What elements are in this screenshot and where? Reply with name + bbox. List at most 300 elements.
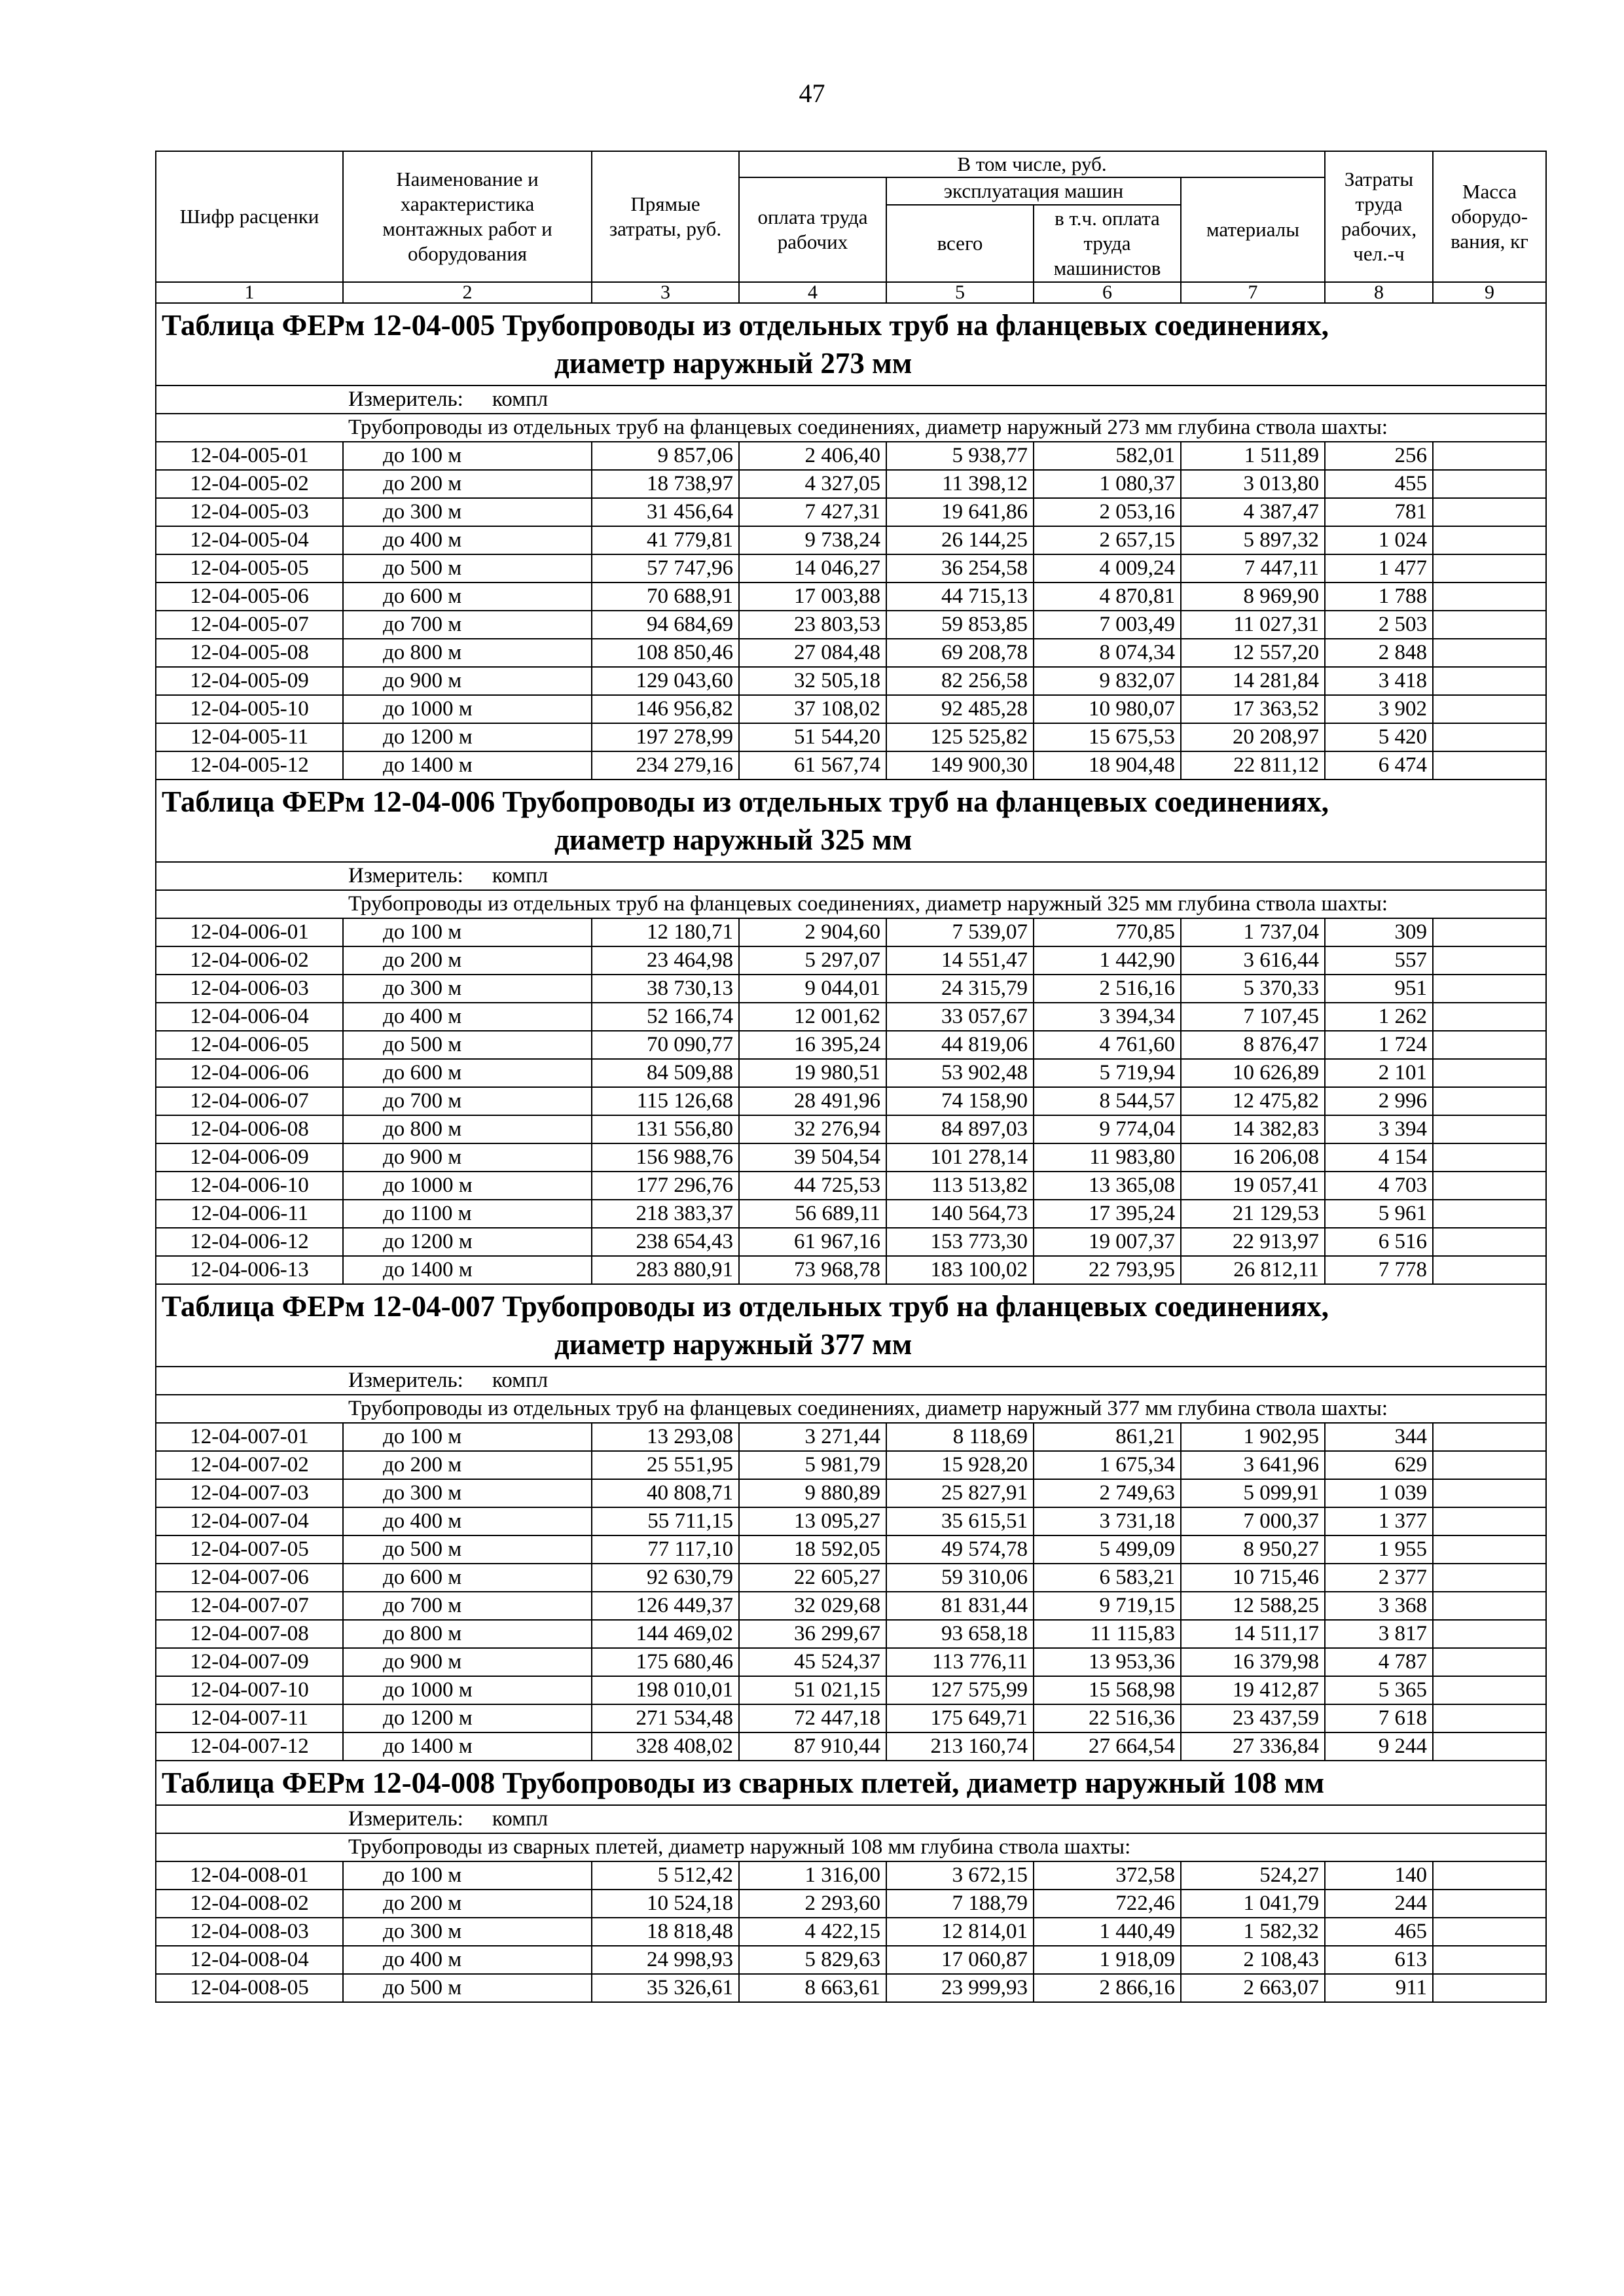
direct-costs: 41 779,81 (592, 526, 739, 554)
machinists-pay: 861,21 (1034, 1423, 1181, 1451)
labor-hours: 7 618 (1325, 1704, 1433, 1732)
equipment-mass (1433, 1535, 1546, 1564)
machinists-pay: 4 009,24 (1034, 554, 1181, 583)
machinists-pay: 1 440,49 (1034, 1918, 1181, 1946)
equipment-mass (1433, 526, 1546, 554)
depth-range: до 1100 м (343, 1200, 592, 1228)
depth-range: до 200 м (343, 946, 592, 975)
labor-pay: 18 592,05 (739, 1535, 886, 1564)
rate-code: 12-04-007-07 (156, 1592, 343, 1620)
table-row (156, 554, 1546, 583)
meter-label: Измеритель: (348, 1807, 463, 1831)
direct-costs: 234 279,16 (592, 751, 739, 780)
equipment-mass (1433, 1946, 1546, 1974)
machinists-pay: 10 980,07 (1034, 695, 1181, 723)
meter-unit: компл (492, 1369, 549, 1392)
materials-cost: 2 108,43 (1181, 1946, 1325, 1974)
depth-range: до 700 м (343, 1087, 592, 1115)
machines-total: 113 776,11 (886, 1648, 1034, 1676)
section-title-line1: Таблица ФЕРм 12-04-005 Трубопроводы из отдельных труб на фланцевых соединениях, (162, 309, 1329, 342)
rate-code: 12-04-007-02 (156, 1451, 343, 1479)
table-row (156, 723, 1546, 751)
labor-hours: 3 418 (1325, 667, 1433, 695)
materials-cost: 20 208,97 (1181, 723, 1325, 751)
machinists-pay: 11 983,80 (1034, 1143, 1181, 1172)
machinists-pay: 15 675,53 (1034, 723, 1181, 751)
labor-pay: 9 044,01 (739, 975, 886, 1003)
equipment-mass (1433, 751, 1546, 780)
depth-range: до 700 м (343, 611, 592, 639)
rate-code: 12-04-006-03 (156, 975, 343, 1003)
depth-range: до 800 м (343, 1620, 592, 1648)
description-spacer (156, 890, 343, 918)
machinists-pay: 770,85 (1034, 918, 1181, 946)
machines-total: 7 539,07 (886, 918, 1034, 946)
table-row (156, 1974, 1546, 2002)
machines-total: 3 672,15 (886, 1861, 1034, 1890)
meter-spacer (156, 1805, 343, 1833)
materials-cost: 1 582,32 (1181, 1918, 1325, 1946)
equipment-mass (1433, 1704, 1546, 1732)
depth-range: до 900 м (343, 667, 592, 695)
materials-cost: 8 876,47 (1181, 1031, 1325, 1059)
labor-hours: 5 365 (1325, 1676, 1433, 1704)
section-title-line1: Таблица ФЕРм 12-04-006 Трубопроводы из отдельных труб на фланцевых соединениях, (162, 785, 1329, 818)
labor-hours: 309 (1325, 918, 1433, 946)
machinists-pay: 5 719,94 (1034, 1059, 1181, 1087)
machines-total: 25 827,91 (886, 1479, 1034, 1507)
labor-hours: 6 516 (1325, 1228, 1433, 1256)
table-row (156, 1918, 1546, 1946)
labor-hours: 3 817 (1325, 1620, 1433, 1648)
rate-code: 12-04-006-12 (156, 1228, 343, 1256)
machinists-pay: 8 544,57 (1034, 1087, 1181, 1115)
rate-code: 12-04-006-04 (156, 1003, 343, 1031)
direct-costs: 55 711,15 (592, 1507, 739, 1535)
labor-hours: 1 039 (1325, 1479, 1433, 1507)
labor-hours: 7 778 (1325, 1256, 1433, 1284)
header-materials: материалы (1181, 177, 1325, 282)
materials-cost: 8 950,27 (1181, 1535, 1325, 1564)
section-title (156, 303, 1546, 386)
direct-costs: 94 684,69 (592, 611, 739, 639)
equipment-mass (1433, 1200, 1546, 1228)
machines-total: 153 773,30 (886, 1228, 1034, 1256)
equipment-mass (1433, 498, 1546, 526)
direct-costs: 24 998,93 (592, 1946, 739, 1974)
table-row (156, 470, 1546, 498)
materials-cost: 17 363,52 (1181, 695, 1325, 723)
direct-costs: 40 808,71 (592, 1479, 739, 1507)
labor-pay: 61 967,16 (739, 1228, 886, 1256)
materials-cost: 14 511,17 (1181, 1620, 1325, 1648)
equipment-mass (1433, 1974, 1546, 2002)
materials-cost: 22 811,12 (1181, 751, 1325, 780)
machines-total: 93 658,18 (886, 1620, 1034, 1648)
machinists-pay: 4 761,60 (1034, 1031, 1181, 1059)
machinists-pay: 2 657,15 (1034, 526, 1181, 554)
machines-total: 44 819,06 (886, 1031, 1034, 1059)
meter-cell (343, 386, 1546, 414)
table-row (156, 526, 1546, 554)
description-row (156, 414, 1546, 442)
materials-cost: 10 715,46 (1181, 1564, 1325, 1592)
materials-cost: 19 412,87 (1181, 1676, 1325, 1704)
machinists-pay: 17 395,24 (1034, 1200, 1181, 1228)
col-number: 8 (1325, 282, 1433, 303)
direct-costs: 23 464,98 (592, 946, 739, 975)
rate-code: 12-04-008-03 (156, 1918, 343, 1946)
labor-pay: 1 316,00 (739, 1861, 886, 1890)
header-equipment-mass: Масса оборудо-вания, кг (1433, 151, 1546, 282)
labor-pay: 13 095,27 (739, 1507, 886, 1535)
labor-pay: 2 406,40 (739, 442, 886, 470)
description-spacer (156, 1833, 343, 1861)
equipment-mass (1433, 946, 1546, 975)
materials-cost: 5 370,33 (1181, 975, 1325, 1003)
machinists-pay: 9 719,15 (1034, 1592, 1181, 1620)
labor-pay: 4 422,15 (739, 1918, 886, 1946)
depth-range: до 300 м (343, 975, 592, 1003)
materials-cost: 12 475,82 (1181, 1087, 1325, 1115)
labor-pay: 45 524,37 (739, 1648, 886, 1676)
equipment-mass (1433, 1564, 1546, 1592)
labor-pay: 27 084,48 (739, 639, 886, 667)
direct-costs: 12 180,71 (592, 918, 739, 946)
labor-pay: 16 395,24 (739, 1031, 886, 1059)
depth-range: до 400 м (343, 1003, 592, 1031)
materials-cost: 1 737,04 (1181, 918, 1325, 946)
materials-cost: 7 000,37 (1181, 1507, 1325, 1535)
materials-cost: 3 641,96 (1181, 1451, 1325, 1479)
header-machines-total: всего (886, 205, 1034, 282)
labor-hours: 6 474 (1325, 751, 1433, 780)
direct-costs: 131 556,80 (592, 1115, 739, 1143)
direct-costs: 18 738,97 (592, 470, 739, 498)
col-number: 9 (1433, 282, 1546, 303)
depth-range: до 200 м (343, 1890, 592, 1918)
labor-pay: 22 605,27 (739, 1564, 886, 1592)
materials-cost: 12 557,20 (1181, 639, 1325, 667)
materials-cost: 1 041,79 (1181, 1890, 1325, 1918)
direct-costs: 126 449,37 (592, 1592, 739, 1620)
direct-costs: 70 090,77 (592, 1031, 739, 1059)
direct-costs: 10 524,18 (592, 1890, 739, 1918)
equipment-mass (1433, 1059, 1546, 1087)
direct-costs: 13 293,08 (592, 1423, 739, 1451)
direct-costs: 283 880,91 (592, 1256, 739, 1284)
meter-unit: компл (492, 864, 549, 888)
equipment-mass (1433, 1648, 1546, 1676)
description-spacer (156, 414, 343, 442)
table-row (156, 1890, 1546, 1918)
machines-total: 149 900,30 (886, 751, 1034, 780)
depth-range: до 1000 м (343, 1172, 592, 1200)
materials-cost: 4 387,47 (1181, 498, 1325, 526)
labor-hours: 4 787 (1325, 1648, 1433, 1676)
header-labor-cost: Затраты труда рабочих, чел.-ч (1325, 151, 1433, 282)
machinists-pay: 8 074,34 (1034, 639, 1181, 667)
labor-pay: 2 293,60 (739, 1890, 886, 1918)
labor-pay: 12 001,62 (739, 1003, 886, 1031)
rate-code: 12-04-005-08 (156, 639, 343, 667)
rate-code: 12-04-005-10 (156, 695, 343, 723)
equipment-mass (1433, 554, 1546, 583)
materials-cost: 12 588,25 (1181, 1592, 1325, 1620)
labor-pay: 36 299,67 (739, 1620, 886, 1648)
labor-pay: 32 505,18 (739, 667, 886, 695)
materials-cost: 19 057,41 (1181, 1172, 1325, 1200)
table-row (156, 946, 1546, 975)
machinists-pay: 6 583,21 (1034, 1564, 1181, 1592)
rate-code: 12-04-007-11 (156, 1704, 343, 1732)
table-row (156, 918, 1546, 946)
machines-total: 7 188,79 (886, 1890, 1034, 1918)
rate-code: 12-04-005-06 (156, 583, 343, 611)
direct-costs: 9 857,06 (592, 442, 739, 470)
depth-range: до 100 м (343, 1423, 592, 1451)
direct-costs: 25 551,95 (592, 1451, 739, 1479)
description-spacer (156, 1395, 343, 1423)
section-description: Трубопроводы из отдельных труб на фланцевых соединениях, диаметр наружный 325 мм глубина ствола шахты: (343, 890, 1546, 918)
depth-range: до 100 м (343, 442, 592, 470)
header-code: Шифр расценки (156, 151, 343, 282)
table-row (156, 1620, 1546, 1648)
labor-hours: 1 024 (1325, 526, 1433, 554)
depth-range: до 300 м (343, 1918, 592, 1946)
labor-pay: 51 021,15 (739, 1676, 886, 1704)
machinists-pay: 372,58 (1034, 1861, 1181, 1890)
col-number: 3 (592, 282, 739, 303)
labor-hours: 465 (1325, 1918, 1433, 1946)
rate-code: 12-04-005-07 (156, 611, 343, 639)
labor-pay: 17 003,88 (739, 583, 886, 611)
machinists-pay: 5 499,09 (1034, 1535, 1181, 1564)
machinists-pay: 18 904,48 (1034, 751, 1181, 780)
machines-total: 17 060,87 (886, 1946, 1034, 1974)
depth-range: до 800 м (343, 639, 592, 667)
machinists-pay: 9 832,07 (1034, 667, 1181, 695)
machines-total: 15 928,20 (886, 1451, 1034, 1479)
machinists-pay: 3 394,34 (1034, 1003, 1181, 1031)
labor-pay: 4 327,05 (739, 470, 886, 498)
col-number: 7 (1181, 282, 1325, 303)
table-row (156, 1228, 1546, 1256)
depth-range: до 1400 м (343, 751, 592, 780)
machines-total: 26 144,25 (886, 526, 1034, 554)
materials-cost: 10 626,89 (1181, 1059, 1325, 1087)
equipment-mass (1433, 1507, 1546, 1535)
meter-row (156, 1367, 1546, 1395)
header-name: Наименование и характеристика монтажных работ и оборудования (343, 151, 592, 282)
meter-cell (343, 1805, 1546, 1833)
materials-cost: 27 336,84 (1181, 1732, 1325, 1761)
machinists-pay: 2 053,16 (1034, 498, 1181, 526)
direct-costs: 156 988,76 (592, 1143, 739, 1172)
labor-pay: 51 544,20 (739, 723, 886, 751)
machinists-pay: 722,46 (1034, 1890, 1181, 1918)
depth-range: до 100 м (343, 1861, 592, 1890)
meter-spacer (156, 862, 343, 890)
table-row (156, 1115, 1546, 1143)
table-row (156, 1535, 1546, 1564)
equipment-mass (1433, 1256, 1546, 1284)
labor-hours: 1 377 (1325, 1507, 1433, 1535)
rate-code: 12-04-007-04 (156, 1507, 343, 1535)
machinists-pay: 3 731,18 (1034, 1507, 1181, 1535)
machinists-pay: 13 953,36 (1034, 1648, 1181, 1676)
equipment-mass (1433, 1228, 1546, 1256)
depth-range: до 400 м (343, 1507, 592, 1535)
direct-costs: 177 296,76 (592, 1172, 739, 1200)
machinists-pay: 15 568,98 (1034, 1676, 1181, 1704)
machinists-pay: 13 365,08 (1034, 1172, 1181, 1200)
table-row (156, 583, 1546, 611)
labor-pay: 32 029,68 (739, 1592, 886, 1620)
table-row (156, 1003, 1546, 1031)
meter-spacer (156, 1367, 343, 1395)
header-machines: эксплуатация машин (886, 177, 1181, 205)
labor-hours: 2 503 (1325, 611, 1433, 639)
table-row (156, 498, 1546, 526)
materials-cost: 3 616,44 (1181, 946, 1325, 975)
materials-cost: 524,27 (1181, 1861, 1325, 1890)
depth-range: до 500 м (343, 1974, 592, 2002)
direct-costs: 238 654,43 (592, 1228, 739, 1256)
labor-hours: 3 394 (1325, 1115, 1433, 1143)
table-row (156, 1564, 1546, 1592)
labor-pay: 14 046,27 (739, 554, 886, 583)
labor-pay: 19 980,51 (739, 1059, 886, 1087)
materials-cost: 5 099,91 (1181, 1479, 1325, 1507)
table-row (156, 611, 1546, 639)
section-title (156, 1761, 1546, 1805)
direct-costs: 38 730,13 (592, 975, 739, 1003)
labor-pay: 5 981,79 (739, 1451, 886, 1479)
depth-range: до 900 м (343, 1143, 592, 1172)
table-row (156, 1031, 1546, 1059)
machinists-pay: 27 664,54 (1034, 1732, 1181, 1761)
labor-hours: 5 420 (1325, 723, 1433, 751)
meter-unit: компл (492, 387, 549, 411)
materials-cost: 7 447,11 (1181, 554, 1325, 583)
labor-hours: 951 (1325, 975, 1433, 1003)
machines-total: 101 278,14 (886, 1143, 1034, 1172)
table-row (156, 1676, 1546, 1704)
rate-code: 12-04-006-02 (156, 946, 343, 975)
table-row (156, 1451, 1546, 1479)
machinists-pay: 2 866,16 (1034, 1974, 1181, 2002)
materials-cost: 7 107,45 (1181, 1003, 1325, 1031)
depth-range: до 400 м (343, 526, 592, 554)
machinists-pay: 2 516,16 (1034, 975, 1181, 1003)
rate-code: 12-04-007-09 (156, 1648, 343, 1676)
table-row (156, 1172, 1546, 1200)
rate-code: 12-04-008-04 (156, 1946, 343, 1974)
labor-pay: 32 276,94 (739, 1115, 886, 1143)
section-title-line1: Таблица ФЕРм 12-04-008 Трубопроводы из сварных плетей, диаметр наружный 108 мм (162, 1767, 1325, 1799)
labor-pay: 73 968,78 (739, 1256, 886, 1284)
rate-code: 12-04-007-08 (156, 1620, 343, 1648)
section-title-row (156, 1761, 1546, 1805)
direct-costs: 175 680,46 (592, 1648, 739, 1676)
equipment-mass (1433, 1918, 1546, 1946)
machinists-pay: 1 080,37 (1034, 470, 1181, 498)
depth-range: до 1000 м (343, 1676, 592, 1704)
machines-total: 49 574,78 (886, 1535, 1034, 1564)
rate-code: 12-04-008-05 (156, 1974, 343, 2002)
materials-cost: 1 511,89 (1181, 442, 1325, 470)
equipment-mass (1433, 583, 1546, 611)
equipment-mass (1433, 639, 1546, 667)
depth-range: до 1200 м (343, 723, 592, 751)
labor-pay: 9 880,89 (739, 1479, 886, 1507)
labor-hours: 1 788 (1325, 583, 1433, 611)
machines-total: 183 100,02 (886, 1256, 1034, 1284)
materials-cost: 14 382,83 (1181, 1115, 1325, 1143)
labor-pay: 9 738,24 (739, 526, 886, 554)
direct-costs: 144 469,02 (592, 1620, 739, 1648)
direct-costs: 218 383,37 (592, 1200, 739, 1228)
equipment-mass (1433, 1890, 1546, 1918)
equipment-mass (1433, 1861, 1546, 1890)
description-row (156, 1395, 1546, 1423)
rate-code: 12-04-007-03 (156, 1479, 343, 1507)
machines-total: 125 525,82 (886, 723, 1034, 751)
labor-pay: 61 567,74 (739, 751, 886, 780)
equipment-mass (1433, 918, 1546, 946)
table-row (156, 1592, 1546, 1620)
equipment-mass (1433, 695, 1546, 723)
labor-hours: 344 (1325, 1423, 1433, 1451)
labor-hours: 629 (1325, 1451, 1433, 1479)
header-labor-pay: оплата труда рабочих (739, 177, 886, 282)
rate-code: 12-04-007-06 (156, 1564, 343, 1592)
equipment-mass (1433, 1676, 1546, 1704)
materials-cost: 1 902,95 (1181, 1423, 1325, 1451)
machines-total: 92 485,28 (886, 695, 1034, 723)
materials-cost: 23 437,59 (1181, 1704, 1325, 1732)
equipment-mass (1433, 667, 1546, 695)
equipment-mass (1433, 1423, 1546, 1451)
rate-code: 12-04-006-09 (156, 1143, 343, 1172)
labor-hours: 2 996 (1325, 1087, 1433, 1115)
rate-code: 12-04-006-08 (156, 1115, 343, 1143)
labor-pay: 87 910,44 (739, 1732, 886, 1761)
equipment-mass (1433, 975, 1546, 1003)
equipment-mass (1433, 1479, 1546, 1507)
section-title (156, 1284, 1546, 1367)
labor-hours: 3 902 (1325, 695, 1433, 723)
section-title-line2: диаметр наружный 325 мм (554, 823, 912, 856)
table-row (156, 442, 1546, 470)
machines-total: 127 575,99 (886, 1676, 1034, 1704)
machinists-pay: 22 793,95 (1034, 1256, 1181, 1284)
table-row (156, 639, 1546, 667)
header-machinists-pay: в т.ч. оплата труда машинистов (1034, 205, 1181, 282)
meter-spacer (156, 386, 343, 414)
table-row (156, 1732, 1546, 1761)
machinists-pay: 7 003,49 (1034, 611, 1181, 639)
direct-costs: 108 850,46 (592, 639, 739, 667)
direct-costs: 35 326,61 (592, 1974, 739, 2002)
direct-costs: 328 408,02 (592, 1732, 739, 1761)
meter-label: Измеритель: (348, 387, 463, 411)
equipment-mass (1433, 611, 1546, 639)
table-row (156, 1946, 1546, 1974)
rate-code: 12-04-006-05 (156, 1031, 343, 1059)
materials-cost: 8 969,90 (1181, 583, 1325, 611)
